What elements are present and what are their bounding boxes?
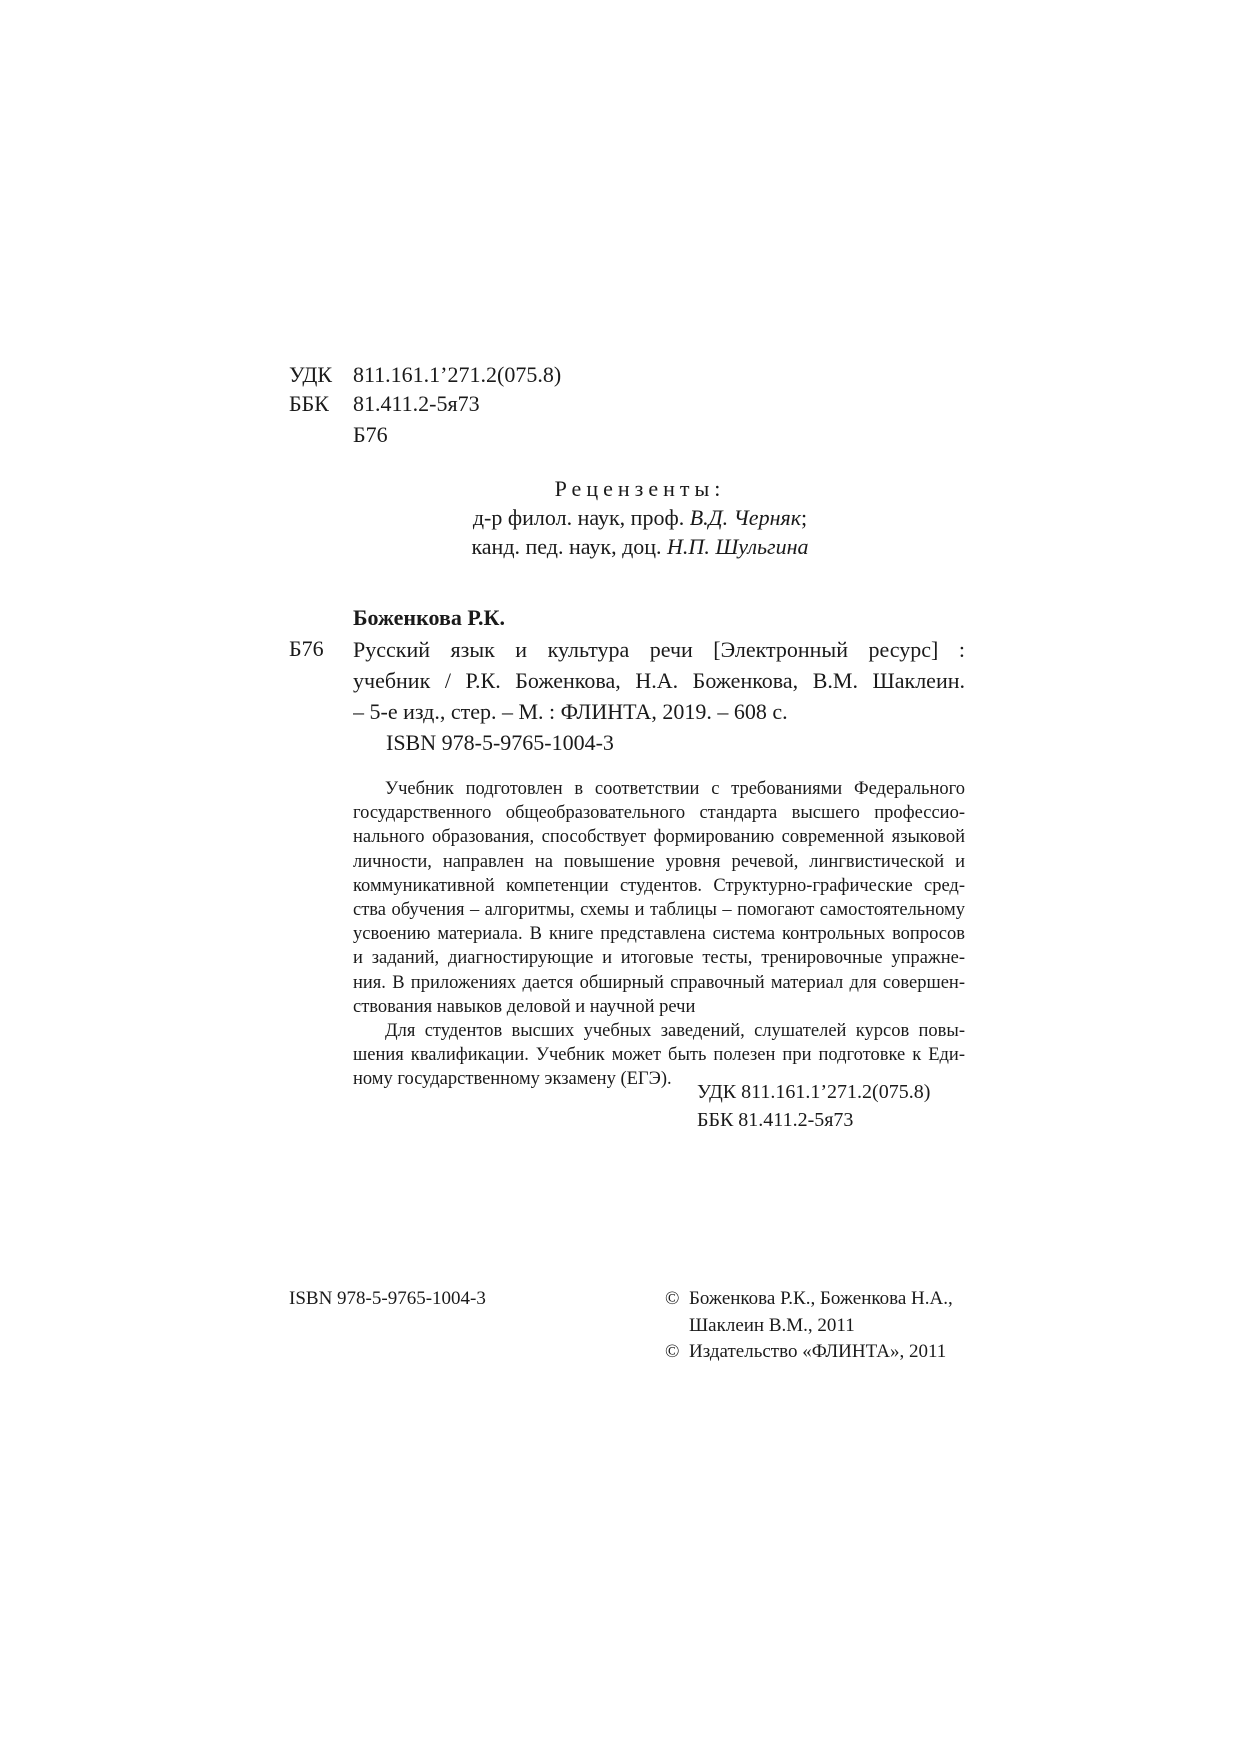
bib-line: Русский язык и культура речи [Электронный ресурс] : [353,637,965,662]
bbk-label: ББК [289,391,329,416]
reviewer-1-name: В.Д. Черняк [689,505,802,530]
annotation-line: нального образования, способствует формированию современной языковой [353,827,965,848]
copyright-symbol: © [665,1341,680,1362]
bottom-classification [697,1078,930,1134]
bottom-bbk: ББК 81.411.2-5я73 [697,1109,854,1131]
copyright-authors-line1: Боженкова Р.К., Боженкова Н.А., [689,1288,953,1309]
copyright-authors-cont [665,1313,953,1340]
annotation-line: Учебник подготовлен в соответствии с требованиями Федерального [385,779,965,799]
annotation-line: и заданий, диагностирующие и итоговые тесты, тренировочные упражне- [353,948,965,969]
copyright-publisher [665,1339,953,1366]
annotation-line: ствования навыков деловой и научной речи [353,996,696,1017]
reviewers-heading: Рецензенты: [554,476,726,501]
entry-isbn: ISBN 978-5-9765-1004-3 [386,730,614,755]
annotation-line: ства обучения – алгоритмы, схемы и таблицы – помогают самостоятельному [353,899,965,920]
author-code-top: Б76 [353,422,388,447]
bottom-udk: УДК 811.161.1’271.2(075.8) [697,1081,931,1103]
reviewer-1 [420,503,860,532]
reviewers-block [420,474,860,561]
bib-line: – 5-е изд., стер. – М. : ФЛИНТА, 2019. – 608 с. [353,699,788,724]
annotation-line: личности, направлен на повышение уровня речевой, лингвистической и [353,851,965,872]
bbk-value: 81.411.2-5я73 [353,391,480,416]
bibliographic-description [353,634,965,727]
reviewer-2-title: канд. пед. наук, доц. [471,534,662,559]
reviewer-1-title: д-р филол. наук, проф. [472,505,685,530]
copyright-block [665,1286,953,1366]
entry-author-code: Б76 [289,636,324,661]
annotation-line: Для студентов высших учебных заведений, слушателей курсов повы- [385,1020,965,1041]
reviewer-2-name: Н.П. Шульгина [667,534,809,559]
copyright-symbol: © [665,1288,680,1309]
annotation-line: государственного общеобразовательного стандарта высшего профессио- [353,803,965,824]
annotation-line: коммуникативной компетенции студентов. Структурно-графические сред- [353,875,965,896]
udk-code [289,360,561,389]
annotation [353,777,965,1091]
footer-isbn: ISBN 978-5-9765-1004-3 [289,1288,486,1309]
bib-line: учебник / Р.К. Боженкова, Н.А. Боженкова, В.М. Шаклеин. [353,668,965,693]
udk-label: УДК [289,362,333,387]
copyright-authors [665,1286,953,1313]
reviewer-1-sep: ; [801,505,808,530]
udk-value: 811.161.1’271.2(075.8) [353,362,562,387]
annotation-line: ния. В приложениях дается обширный справочный материал для совершен- [353,972,965,993]
bbk-code [289,389,480,418]
copyright-authors-line2: Шаклеин В.М., 2011 [689,1314,855,1336]
copyright-publisher-text: Издательство «ФЛИНТА», 2011 [689,1341,947,1362]
reviewer-2 [420,532,860,561]
entry-author: Боженкова Р.К. [353,605,505,630]
annotation-line: шения квалификации. Учебник может быть полезен при подготовке к Еди- [353,1045,965,1066]
annotation-line: усвоению материала. В книге представлена система контрольных вопросов [353,924,965,945]
annotation-line: ному государственному экзамену (ЕГЭ). [353,1069,672,1090]
